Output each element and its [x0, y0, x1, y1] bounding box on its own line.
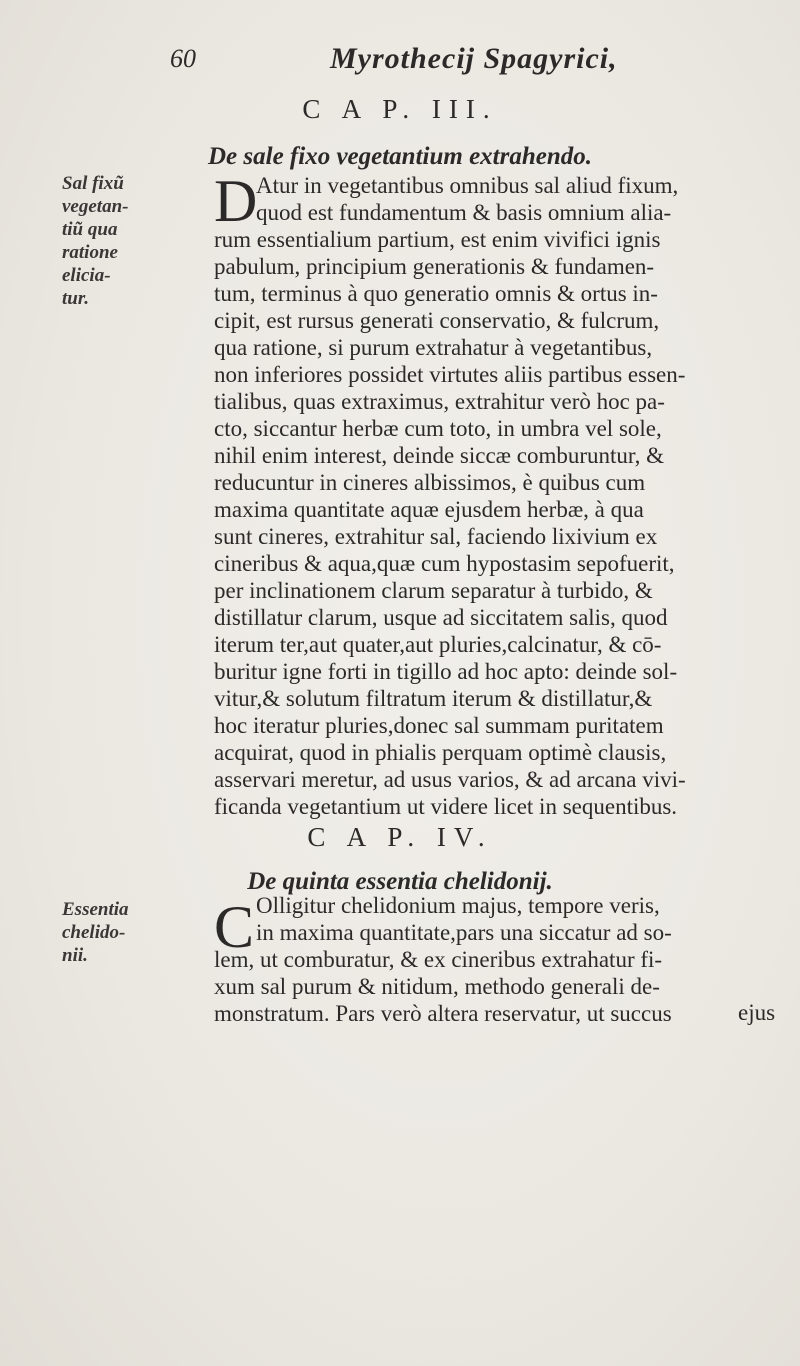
marginal-line: elicia-	[62, 265, 111, 286]
text-line: cineribus & aqua,quæ cum hypostasim sepofuerit,	[214, 551, 675, 576]
text-line: iterum ter,aut quater,aut pluries,calcinatur, & cō-	[214, 632, 662, 657]
page-header	[170, 44, 730, 84]
text-line: reducuntur in cineres albissimos, è quibus cum	[214, 470, 646, 495]
text-line: sunt cineres, extrahitur sal, faciendo lixivium ex	[214, 524, 658, 549]
text-line: per inclinationem clarum separatur à turbido, &	[214, 578, 653, 603]
catchword: ejus	[738, 1000, 776, 1025]
chapter-3-body	[214, 168, 799, 820]
marginal-line: tur.	[62, 288, 89, 309]
text-line: rum essentialium partium, est enim vivifici ignis	[214, 227, 661, 252]
chapter-4-marginal-note	[62, 898, 142, 967]
text-line: buritur igne forti in tigillo ad hoc apto: deinde sol-	[214, 659, 678, 684]
text-line: cto, siccantur herbæ cum toto, in umbra vel sole,	[214, 416, 662, 441]
text-line: tialibus, quas extraximus, extrahitur verò hoc pa-	[214, 389, 665, 414]
text-line: maxima quantitate aquæ ejusdem herbæ, à qua	[214, 497, 644, 522]
text-line: non inferiores possidet virtutes aliis partibus essen-	[214, 362, 686, 387]
chapter-4-body	[214, 892, 799, 1027]
chapter-4-subtitle: De quinta essentia chelidonij.	[247, 868, 553, 895]
text-line: hoc iteratur pluries,donec sal summam puritatem	[214, 713, 664, 738]
marginal-line: ratione	[62, 242, 118, 263]
text-line: Atur in vegetantibus omnibus sal aliud fixum,	[256, 173, 679, 198]
text-line: vitur,& solutum filtratum iterum & distillatur,&	[214, 686, 653, 711]
chapter-3-heading: C A P. III.	[302, 94, 498, 124]
chapter-3-drop-cap: D	[214, 168, 258, 234]
marginal-line: tiũ qua	[62, 219, 118, 240]
page-number: 60	[170, 44, 196, 73]
marginal-line: nii.	[62, 945, 88, 966]
text-line: quod est fundamentum & basis omnium alia-	[256, 200, 672, 225]
text-line: acquirat, quod in phialis perquam optimè clausis,	[214, 740, 667, 765]
text-line: ficanda vegetantium ut videre licet in sequentibus.	[214, 794, 678, 819]
text-line: qua ratione, si purum extrahatur à vegetantibus,	[214, 335, 653, 360]
text-line: distillatur clarum, usque ad siccitatem salis, quod	[214, 605, 668, 630]
text-line: asservari meretur, ad usus varios, & ad arcana vivi-	[214, 767, 686, 792]
text-line: pabulum, principium generationis & fundamen-	[214, 254, 655, 279]
running-title: Myrothecij Spagyrici,	[330, 42, 618, 75]
text-line: Olligitur chelidonium majus, tempore veris,	[256, 893, 660, 918]
text-line: in maxima quantitate,pars una siccatur ad so-	[256, 920, 672, 945]
text-line: cipit, est rursus generati conservatio, & fulcrum,	[214, 308, 660, 333]
marginal-line: Sal fixũ	[62, 173, 124, 194]
marginal-line: vegetan-	[62, 196, 129, 217]
text-line: nihil enim interest, deinde siccæ comburuntur, &	[214, 443, 665, 468]
marginal-line: Essentia	[62, 899, 129, 920]
chapter-4-drop-cap: C	[214, 894, 255, 960]
text-line: monstratum. Pars verò altera reservatur, ut succus	[214, 1001, 672, 1026]
marginal-line: chelido-	[62, 922, 126, 943]
text-line: xum sal purum & nitidum, methodo generali de-	[214, 974, 660, 999]
text-line: tum, terminus à quo generatio omnis & ortus in-	[214, 281, 658, 306]
chapter-3-subtitle: De sale fixo vegetantium extrahendo.	[208, 143, 592, 170]
text-line: lem, ut comburatur, & ex cineribus extrahatur fi-	[214, 947, 663, 972]
chapter-4-heading: C A P. IV.	[307, 822, 493, 852]
chapter-3-marginal-note	[62, 172, 142, 310]
